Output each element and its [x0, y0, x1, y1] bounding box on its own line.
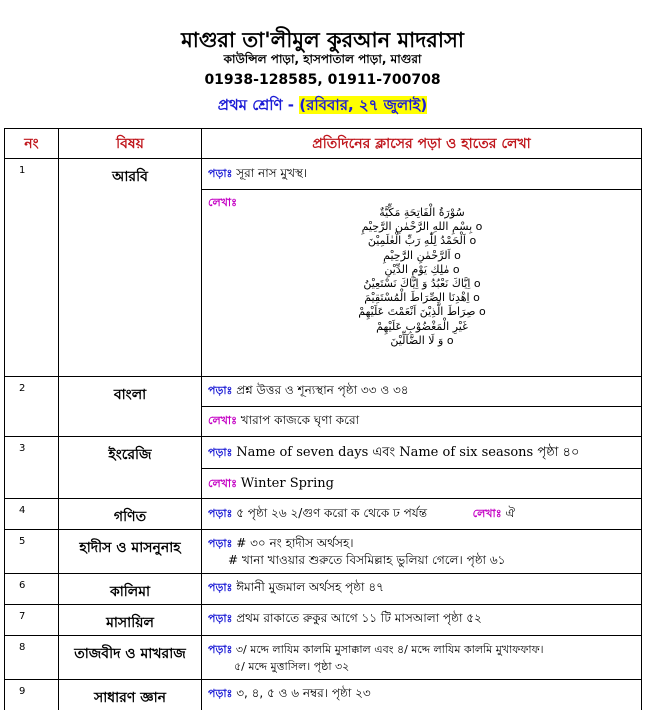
class-day: (রবিবার, ২৭ জুলাই) — [299, 96, 428, 114]
arabic-line: o وَ لَا الضَّآلِّيْنَ — [390, 333, 454, 347]
row-number: 9 — [5, 680, 59, 710]
homework-table — [4, 128, 642, 710]
read-text: ৩, ৪, ৫ ও ৬ নম্বর। পৃষ্ঠা ২৩ — [236, 686, 371, 700]
row-read — [202, 574, 642, 605]
row-subject: মাসায়িল — [59, 605, 202, 636]
table-row — [5, 636, 642, 680]
write-text: Winter Spring — [240, 476, 335, 491]
read-text-line-2: ৫/ মদ্দে মুত্তাসিল। পৃষ্ঠা ৩২ — [234, 660, 350, 673]
row-subject: গণিত — [59, 499, 202, 530]
row-subject: কালিমা — [59, 574, 202, 605]
row-read — [202, 437, 642, 469]
row-number: 6 — [5, 574, 59, 605]
table-header-row — [5, 129, 642, 159]
read-label: পড়াঃ — [208, 446, 233, 459]
arabic-line: o اِيَّاكَ نَعْبُدُ وَ اِيَّاكَ نَسْتَعِيْنُ — [363, 277, 481, 291]
row-number: 1 — [5, 159, 59, 377]
row-subject: আরবি — [59, 159, 202, 377]
madrasa-title: মাগুরা তা'লীমুল কুরআন মাদরাসা — [181, 28, 464, 52]
row-read — [202, 159, 642, 190]
read-text: সূরা নাস মুখস্থ। — [236, 166, 308, 180]
header-subject: বিষয় — [59, 129, 202, 159]
read-label: পড়াঃ — [208, 687, 233, 700]
row-subject: সাধারণ জ্ঞান — [59, 680, 202, 710]
write-label: লেখাঃ — [208, 477, 237, 490]
madrasa-phones: 01938-128585, 01911-700708 — [204, 72, 441, 88]
read-text: # ৩০ নং হাদীস অর্থসহ। — [236, 536, 354, 550]
row-read — [202, 377, 642, 407]
arabic-line: o مٰلِكِ يَوْمِ الدِّيْنِ — [384, 262, 460, 276]
arabic-surah-lines — [208, 206, 636, 348]
row-subject: বাংলা — [59, 377, 202, 437]
row-read — [202, 605, 642, 636]
class-name: প্রথম শ্রেণি - — [217, 96, 295, 114]
madrasa-address: কাউন্সিল পাড়া, হাসপাতাল পাড়া, মাগুরা — [223, 52, 422, 66]
arabic-line: o اَلْحَمْدُ لِلّٰهِ رَبِّ الْعٰلَمِيْنَ — [367, 234, 477, 248]
row-write — [202, 469, 642, 499]
read-text: ৩/ মদ্দে লাযিম কালমি মুসাক্কাল এবং ৪/ মদ্দে লাযিম কালমি মুখাফফাফ। — [235, 643, 544, 656]
row-write — [202, 407, 642, 437]
arabic-line: o اِهْدِنَا الصِّرَاطَ الْمُسْتَقِيْمَ — [364, 291, 480, 305]
read-label: পড়াঃ — [208, 643, 233, 656]
read-text: প্রশ্ন উত্তর ও শূন্যস্থান পৃষ্ঠা ৩৩ ও ৩৪ — [236, 383, 409, 397]
row-read — [202, 680, 642, 710]
arabic-line: o اَلرَّحْمٰنِ الرَّحِيْمِ — [383, 248, 461, 262]
read-label: পড়াঃ — [208, 507, 233, 520]
row-read — [202, 636, 642, 680]
read-label: পড়াঃ — [208, 612, 233, 625]
write-text: খারাপ কাজকে ঘৃণা করো — [240, 413, 360, 427]
row-number: 8 — [5, 636, 59, 680]
write-label: লেখাঃ — [208, 414, 237, 427]
table-row — [5, 605, 642, 636]
read-text: ঈমানী মুজমাল অর্থসহ পৃষ্ঠা ৪৭ — [236, 580, 384, 594]
row-number: 2 — [5, 377, 59, 437]
table-row — [5, 499, 642, 530]
arabic-line: o بِسْمِ اللهِ الرَّحْمٰنِ الرَّحِيْمِ — [361, 220, 483, 234]
write-label: লেখাঃ — [472, 507, 502, 520]
row-number: 5 — [5, 530, 59, 574]
read-text-line-2: # খানা খাওয়ার শুরুতে বিসমিল্লাহ ভুলিয়া গেলে। পৃষ্ঠা ৬১ — [228, 553, 506, 567]
class-line — [0, 94, 645, 119]
read-label: পড়াঃ — [208, 167, 233, 180]
row-subject: তাজবীদ ও মাখরাজ — [59, 636, 202, 680]
row-read — [202, 499, 642, 530]
table-row — [5, 680, 642, 710]
table-row — [5, 437, 642, 469]
row-number: 7 — [5, 605, 59, 636]
table-row — [5, 574, 642, 605]
table-row — [5, 159, 642, 190]
row-read — [202, 530, 642, 574]
read-label: পড়াঃ — [208, 581, 233, 594]
read-text: প্রথম রাকাতে রুকুর আগে ১১ টি মাসআলা পৃষ্ঠা ৫২ — [236, 611, 482, 625]
arabic-writing-block — [208, 194, 635, 372]
read-text: Name of seven days এবং Name of six seasons পৃষ্ঠা ৪০ — [236, 445, 580, 460]
write-text: ঐ — [505, 506, 516, 520]
arabic-line: o صِرَاطَ الَّذِيْنَ اَنْعَمْتَ عَلَيْهِمْ — [358, 305, 486, 319]
read-text: ৫ পৃষ্ঠা ২৬ ২/গুণ করো ক থেকে ঢ পর্যন্ত — [236, 506, 427, 520]
row-number: 3 — [5, 437, 59, 499]
read-label: পড়াঃ — [208, 537, 233, 550]
row-subject: হাদীস ও মাসনুনাহ — [59, 530, 202, 574]
header-number: নং — [5, 129, 59, 159]
arabic-line: غَيْرِ الْمَغْضُوْبِ عَلَيْهِمْ — [376, 319, 468, 333]
table-row — [5, 377, 642, 407]
read-label: পড়াঃ — [208, 384, 233, 397]
row-write — [202, 190, 642, 377]
row-number: 4 — [5, 499, 59, 530]
write-label: লেখাঃ — [208, 196, 237, 209]
arabic-line: سُوْرَةُ الْفَاتِحَةِ مَكِّيَّةٌ — [379, 206, 465, 219]
header-daily-lesson: প্রতিদিনের ক্লাসের পড়া ও হাতের লেখা — [202, 129, 642, 159]
table-row — [5, 530, 642, 574]
row-subject: ইংরেজি — [59, 437, 202, 499]
